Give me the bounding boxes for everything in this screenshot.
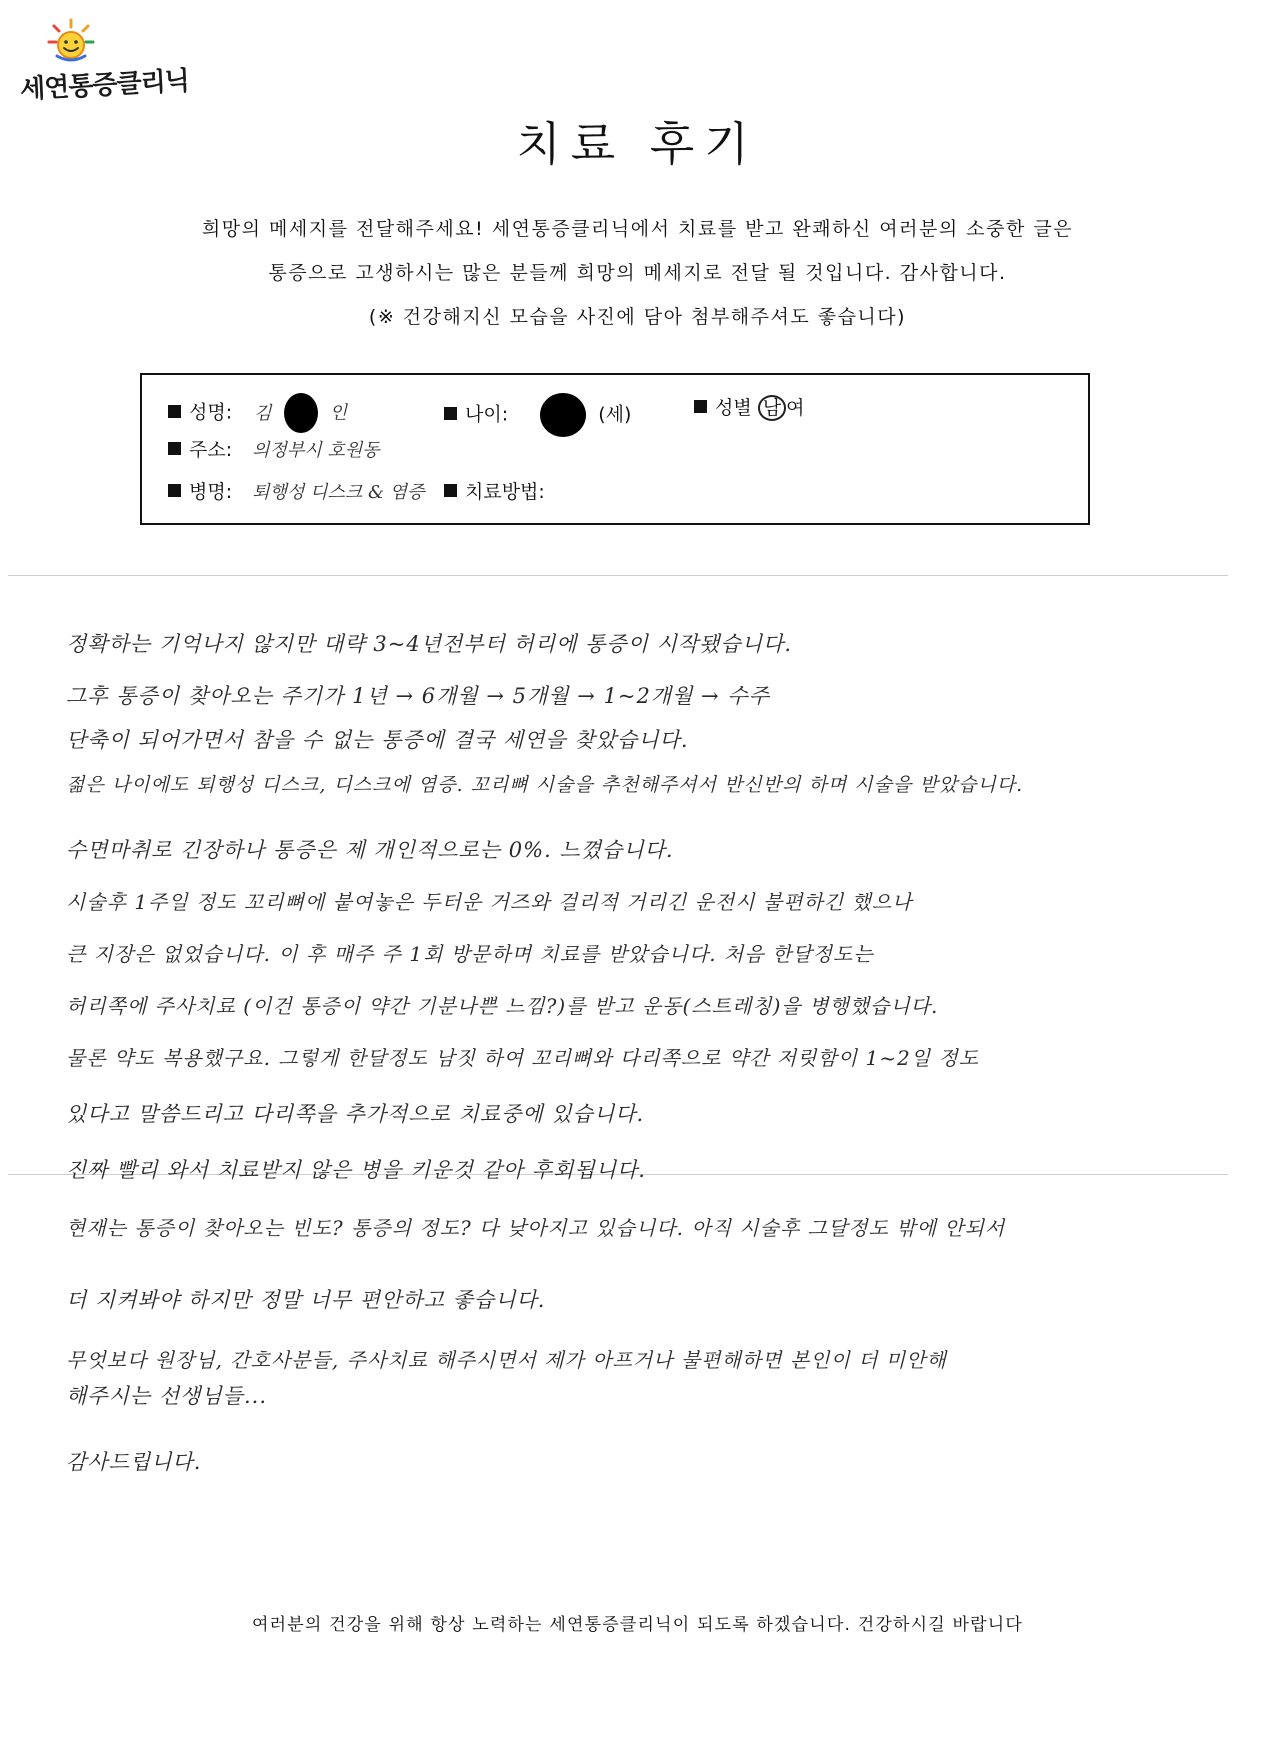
age-label: 나이: bbox=[465, 403, 509, 426]
clinic-logo bbox=[20, 14, 190, 110]
redaction-mark bbox=[540, 393, 586, 437]
address-value: 의정부시 호원동 bbox=[252, 440, 380, 461]
square-bullet-icon bbox=[694, 400, 707, 413]
name-last-value: 인 bbox=[329, 402, 348, 424]
review-line-16: 감사드립니다. bbox=[66, 1450, 202, 1474]
review-line-9: 물론 약도 복용했구요. 그렇게 한달정도 남짓 하여 꼬리뼈와 다리쪽으로 약간 저릿함이 1~2일 정도 bbox=[66, 1046, 980, 1070]
review-line-12: 현재는 통증이 찾아오는 빈도? 통증의 정도? 다 낮아지고 있습니다. 아직 시술후 그달정도 밖에 안되서 bbox=[66, 1216, 1006, 1240]
gender-label: 성별 bbox=[715, 397, 752, 419]
redaction-mark bbox=[284, 393, 318, 433]
gender-male-option-circled: 남 bbox=[758, 395, 786, 421]
review-line-10: 있다고 말씀드리고 다리쪽을 추가적으로 치료중에 있습니다. bbox=[66, 1102, 645, 1126]
review-line-15: 해주시는 선생님들... bbox=[66, 1384, 267, 1408]
review-line-7: 큰 지장은 없었습니다. 이 후 매주 주 1회 방문하며 치료를 받았습니다. 처음 한달정도는 bbox=[66, 942, 874, 966]
footer-message: 여러분의 건강을 위해 항상 노력하는 세연통증클리닉이 되도록 하겠습니다. 건강하시길 바랍니다 bbox=[252, 1615, 1023, 1635]
patient-info-box bbox=[140, 373, 1090, 525]
review-line-6: 시술후 1주일 정도 꼬리뼈에 붙여놓은 두터운 거즈와 걸리적 거리긴 운전시 불편하긴 했으나 bbox=[66, 890, 913, 914]
age-field bbox=[444, 393, 631, 437]
review-line-2: 그후 통증이 찾아오는 주기가 1년 → 6개월 → 5개월 → 1~2개월 → 수주 bbox=[66, 684, 770, 708]
name-label: 성명: bbox=[189, 401, 233, 424]
sun-smile-icon bbox=[46, 18, 96, 64]
review-line-4: 젊은 나이에도 퇴행성 디스크, 디스크에 염증. 꼬리뼈 시술을 추천해주셔서 반신반의 하며 시술을 받았습니다. bbox=[66, 774, 1024, 796]
square-bullet-icon bbox=[168, 405, 181, 418]
review-line-14: 무엇보다 원장님, 간호사분들, 주사치료 해주시면서 제가 아프거나 불편해하면 본인이 더 미안해 bbox=[66, 1348, 947, 1372]
treatment-method-label: 치료방법: bbox=[465, 481, 545, 503]
age-unit: (세) bbox=[598, 403, 632, 426]
review-line-1: 정확하는 기억나지 않지만 대략 3~4년전부터 허리에 통증이 시작됐습니다. bbox=[66, 632, 793, 656]
address-label: 주소: bbox=[189, 439, 233, 461]
clinic-name: 세연통증클리닉 bbox=[19, 66, 190, 105]
square-bullet-icon bbox=[168, 442, 181, 455]
name-field bbox=[168, 393, 347, 433]
gender-female-option: 여 bbox=[786, 397, 805, 419]
gender-field bbox=[694, 393, 804, 421]
intro-line-3: (※ 건강해지신 모습을 사진에 담아 첨부해주셔도 좋습니다) bbox=[368, 306, 907, 328]
square-bullet-icon bbox=[168, 484, 181, 497]
address-field bbox=[168, 435, 380, 462]
document-title: 치료 후기 bbox=[516, 117, 759, 171]
square-bullet-icon bbox=[444, 407, 457, 420]
review-line-8: 허리쪽에 주사치료 (이건 통증이 약간 기분나쁜 느낌?)를 받고 운동(스트레칭)을 병행했습니다. bbox=[66, 994, 939, 1018]
treatment-method-field bbox=[444, 477, 545, 504]
review-line-13: 더 지켜봐야 하지만 정말 너무 편안하고 좋습니다. bbox=[66, 1288, 546, 1312]
review-line-11: 진짜 빨리 와서 치료받지 않은 병을 키운것 같아 후회됩니다. bbox=[66, 1158, 646, 1182]
disease-value: 퇴행성 디스크 & 염증 bbox=[252, 482, 425, 503]
disease-field bbox=[168, 477, 424, 504]
square-bullet-icon bbox=[444, 484, 457, 497]
divider bbox=[8, 575, 1228, 576]
disease-label: 병명: bbox=[189, 481, 233, 503]
intro-line-2: 통증으로 고생하시는 많은 분들께 희망의 메세지로 전달 될 것입니다. 감사합니다. bbox=[268, 262, 1007, 284]
intro-line-1: 희망의 메세지를 전달해주세요! 세연통증클리닉에서 치료를 받고 완쾌하신 여러분의 소중한 글은 bbox=[201, 218, 1074, 240]
review-line-3: 단축이 되어가면서 참을 수 없는 통증에 결국 세연을 찾았습니다. bbox=[66, 728, 689, 752]
name-first-value: 김 bbox=[254, 402, 272, 424]
review-line-5: 수면마취로 긴장하나 통증은 제 개인적으로는 0%. 느꼈습니다. bbox=[66, 838, 674, 862]
